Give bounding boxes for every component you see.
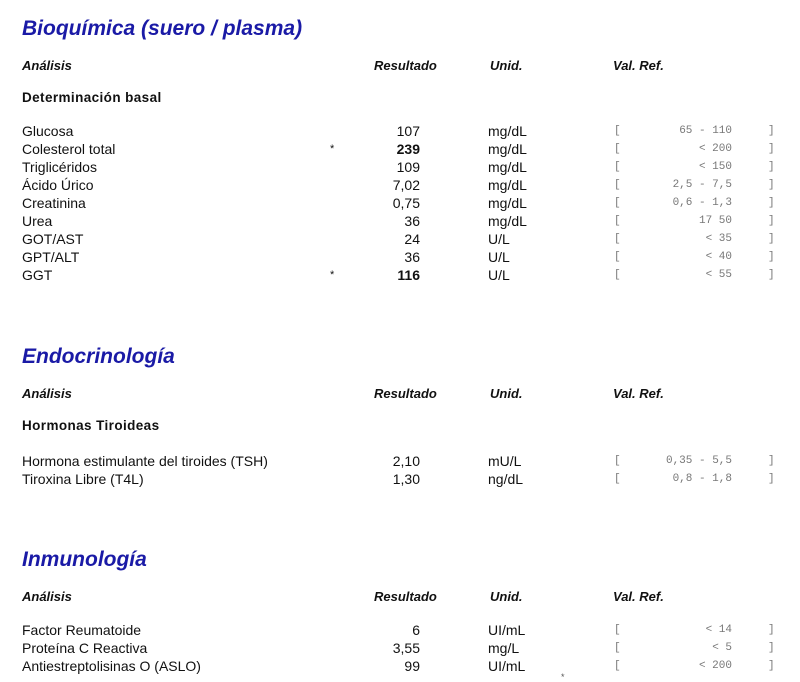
header-analisis: Análisis: [22, 58, 72, 73]
ref-bracket-open: [: [614, 269, 621, 281]
analyte-name: Glucosa: [22, 123, 74, 139]
section-title-inmunologia: Inmunología: [22, 548, 147, 571]
reference-range: < 40: [705, 251, 732, 263]
ref-bracket-open: [: [614, 179, 621, 191]
ref-bracket-close: ]: [768, 143, 775, 155]
analyte-name: Urea: [22, 213, 53, 229]
ref-bracket-close: ]: [768, 455, 775, 467]
table-row: [0, 194, 800, 212]
unit-label: mg/dL: [488, 177, 527, 193]
ref-bracket-open: [: [614, 642, 621, 654]
reference-range: < 35: [705, 233, 732, 245]
unit-label: U/L: [488, 267, 510, 283]
table-row: [0, 230, 800, 248]
analyte-name: Colesterol total: [22, 141, 116, 157]
header-valref: Val. Ref.: [613, 589, 664, 604]
table-row: [0, 122, 800, 140]
section-title-bioquimica: Bioquímica (suero / plasma): [22, 17, 303, 40]
table-row: [0, 140, 800, 158]
header-resultado: Resultado: [374, 58, 437, 73]
ref-bracket-open: [: [614, 233, 621, 245]
reference-range: 0,6 - 1,3: [672, 197, 732, 209]
ref-bracket-close: ]: [768, 215, 775, 227]
subgroup-hormonas-tiroideas: Hormonas Tiroideas: [22, 418, 160, 433]
unit-label: mg/dL: [488, 123, 527, 139]
analyte-name: Factor Reumatoide: [22, 622, 142, 638]
ref-bracket-close: ]: [768, 642, 775, 654]
header-unidad: Unid.: [490, 589, 523, 604]
header-unidad: Unid.: [490, 386, 523, 401]
result-value: 2,10: [392, 453, 420, 469]
ref-bracket-close: ]: [768, 251, 775, 263]
unit-label: mg/dL: [488, 213, 527, 229]
abnormal-flag: *: [330, 143, 335, 155]
result-value: 7,02: [392, 177, 420, 193]
ref-bracket-close: ]: [768, 624, 775, 636]
header-analisis: Análisis: [22, 386, 72, 401]
table-row: [0, 470, 800, 488]
reference-range: 65 - 110: [679, 125, 732, 137]
header-resultado: Resultado: [374, 589, 437, 604]
header-resultado: Resultado: [374, 386, 437, 401]
reference-range: 0,8 - 1,8: [672, 473, 732, 485]
ref-bracket-close: ]: [768, 473, 775, 485]
result-value: 0,75: [392, 195, 420, 211]
analyte-name: Tiroxina Libre (T4L): [22, 471, 144, 487]
reference-range: 0,35 - 5,5: [665, 455, 732, 467]
header-unidad: Unid.: [490, 58, 523, 73]
subgroup-determinacion-basal: Determinación basal: [22, 90, 162, 105]
unit-label: U/L: [488, 249, 510, 265]
reference-range: 17 50: [698, 215, 732, 227]
analyte-name: Proteína C Reactiva: [22, 640, 148, 656]
result-value: 107: [396, 123, 420, 139]
result-value: 116: [397, 267, 420, 283]
ref-bracket-open: [: [614, 455, 621, 467]
ref-bracket-close: ]: [768, 161, 775, 173]
reference-range: < 55: [705, 269, 732, 281]
table-row: [0, 158, 800, 176]
section-title-endocrinologia: Endocrinología: [22, 345, 175, 368]
ref-bracket-close: ]: [768, 269, 775, 281]
table-row: [0, 212, 800, 230]
result-value: 6: [412, 622, 420, 638]
ref-bracket-close: ]: [768, 233, 775, 245]
analyte-name: Ácido Úrico: [22, 177, 94, 193]
analyte-name: Hormona estimulante del tiroides (TSH): [22, 453, 268, 469]
analyte-name: Antiestreptolisinas O (ASLO): [22, 658, 201, 674]
reference-range: < 200: [698, 143, 732, 155]
unit-label: mg/dL: [488, 159, 527, 175]
ref-bracket-close: ]: [768, 125, 775, 137]
table-row: [0, 639, 800, 657]
result-value: 1,30: [392, 471, 420, 487]
reference-range: < 200: [698, 660, 732, 672]
unit-label: UI/mL: [488, 622, 526, 638]
result-value: 36: [404, 213, 420, 229]
ref-bracket-open: [: [614, 660, 621, 672]
result-value: 36: [404, 249, 420, 265]
header-analisis: Análisis: [22, 589, 72, 604]
header-valref: Val. Ref.: [613, 58, 664, 73]
reference-range: < 5: [712, 642, 732, 654]
table-row: [0, 176, 800, 194]
table-row: [0, 657, 800, 675]
table-row: [0, 452, 800, 470]
table-row: [0, 266, 800, 284]
reference-range: < 150: [698, 161, 732, 173]
unit-label: mg/dL: [488, 141, 527, 157]
unit-label: UI/mL: [488, 658, 526, 674]
result-value: 24: [404, 231, 420, 247]
result-value: 99: [404, 658, 420, 674]
reference-range: 2,5 - 7,5: [672, 179, 732, 191]
unit-label: mg/dL: [488, 195, 527, 211]
header-valref: Val. Ref.: [613, 386, 664, 401]
stray-mark: *: [561, 672, 565, 682]
analyte-name: GOT/AST: [22, 231, 84, 247]
unit-label: U/L: [488, 231, 510, 247]
unit-label: mU/L: [488, 453, 522, 469]
analyte-name: Creatinina: [22, 195, 86, 211]
ref-bracket-open: [: [614, 197, 621, 209]
result-value: 109: [396, 159, 420, 175]
analyte-name: GPT/ALT: [22, 249, 80, 265]
ref-bracket-open: [: [614, 143, 621, 155]
unit-label: mg/L: [488, 640, 520, 656]
ref-bracket-close: ]: [768, 660, 775, 672]
ref-bracket-open: [: [614, 251, 621, 263]
unit-label: ng/dL: [488, 471, 524, 487]
analyte-name: Triglicéridos: [22, 159, 97, 175]
ref-bracket-open: [: [614, 161, 621, 173]
ref-bracket-open: [: [614, 125, 621, 137]
result-value: 3,55: [392, 640, 420, 656]
ref-bracket-open: [: [614, 624, 621, 636]
ref-bracket-open: [: [614, 215, 621, 227]
reference-range: < 14: [705, 624, 732, 636]
abnormal-flag: *: [330, 269, 335, 281]
ref-bracket-close: ]: [768, 179, 775, 191]
result-value: 239: [396, 141, 420, 157]
table-row: [0, 248, 800, 266]
table-row: [0, 621, 800, 639]
ref-bracket-open: [: [614, 473, 621, 485]
ref-bracket-close: ]: [768, 197, 775, 209]
analyte-name: GGT: [22, 267, 53, 283]
